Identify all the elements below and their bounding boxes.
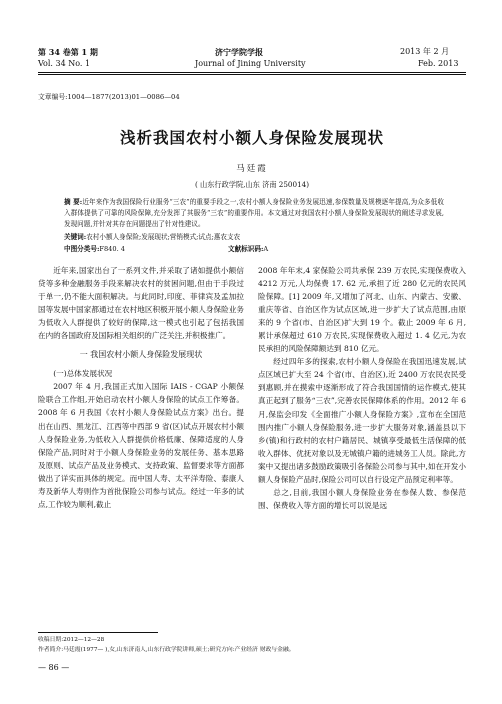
clc-label: 中图分类号: — [64, 245, 100, 253]
document-code — [228, 244, 268, 255]
keywords-text: 农村小额人身保险;发展现状;营销模式;试点;惠农支农 — [86, 233, 241, 241]
abstract-label: 摘 要: — [64, 198, 83, 206]
keywords-label: 关键词: — [64, 233, 87, 241]
abstract-text: 近年来作为我国保险行业服务“三农”的重要手段之一,农村小额人身保险业务发展迅速,参保数量及规模逐年提高,为众多低收入群体提供了可靠的风险保障,充分发挥了其服务“三农”的重要作用。本文通过对我国农村小额人身保险发展现状的阐述寻求发展,发现问题,并针对其存在问题提出了针对性建议。 — [64, 198, 445, 228]
header-rule-bottom — [38, 74, 466, 75]
subsection-heading: (一)总体发展状况 — [53, 369, 113, 379]
left-paragraph: 2007 年 4 月,我国正式加入国际 IAIS - CGAP 小额保险联合工作组,开始启动农村小额人身保险的试点工作筹备。2008 年 6 月我国《农村小额人身保险试点方案》出台。提出在山西、黑龙江、江西等中西部 9 省(区)试点开展农村小额人身保险业务,为低收入人群提供价格低廉、保障适度的人身保险产品,同时对于小额人身保险业务的发展任务、基本思路及原则、试点产品及业务模式、支持政策、监督要求等方面都做出了详实而具体的规定。而中国人寿、太平洋寿险、泰康人寿及新华人寿则作为首批保险公司参与试点。经过一年多的试点,工作较为顺利,截止 — [38, 382, 244, 509]
page-number: — 86 — — [38, 663, 70, 672]
author-bio: 作者简介:马廷霞(1977— ),女,山东济南人,山东行政学院讲师,硕士;研究方向:产业经济 财政与金融。 — [38, 647, 295, 653]
footnote-rule — [38, 632, 158, 633]
author-affiliation: ( 山东行政学院,山东 济南 250014) — [194, 180, 310, 189]
article-title: 浅析我国农村小额人身保险发展现状 — [119, 128, 384, 147]
header-rule-top — [38, 72, 466, 73]
journal-name-en: Journal of Jining University — [195, 59, 306, 68]
clc-number — [64, 244, 125, 255]
volume-issue-cn: 第 34 卷第 1 期 — [38, 47, 98, 57]
volume-issue-en: Vol. 34 No. 1 — [38, 59, 91, 68]
right-column — [258, 264, 466, 512]
right-paragraph-1: 2008 年年末,4 家保险公司共承保 239 万农民,实现保费收入 4212 万元,人均保费 17. 62 元,承担了近 280 亿元的农民风险保障。[1] 2009 年,又增加了河北、山东、内蒙古、安徽、重庆等省、自治区作为试点区域,进一步扩大了试点范围,由原来的 9 个省(市、自治区)扩大到 19 个。截止 2009 年 6 月,累计承保超过 610 万农民,实现保费收入超过 1. 4 亿元,为农民承担的风险保障额达到 810 亿元。 — [258, 266, 466, 354]
intro-paragraph: 近年来,国家出台了一系列文件,并采取了诸如提供小额信贷等多种金融服务手段来解决农村的贫困问题,但由于手段过于单一,仍不能大面积解决。与此同时,印度、菲律宾及孟加拉国等发展中国家都通过在农村地区积极开展小额人身保险业务为低收入人群提供了较好的保障,这一模式也引起了包括我国在内的各国政府及国际相关组织的广泛关注,并积极推广。 — [38, 266, 244, 341]
document-code-value: A — [263, 245, 269, 253]
received-date: 收稿日期:2012—12—28 — [38, 637, 105, 643]
journal-name-cn: 济宁学院学报 — [215, 47, 263, 57]
article-number: 文章编号:1004—1877(2013)01—0086—04 — [38, 93, 180, 101]
clc-value: F840. 4 — [99, 245, 125, 253]
publication-date-cn: 2013 年 2 月 — [400, 47, 450, 56]
right-paragraph-3: 总之,目前,我国小额人身保险业务在参保人数、参保范围、保费收入等方面的增长可以说是远 — [258, 487, 466, 510]
left-column — [38, 264, 244, 511]
author-name: 马廷霞 — [236, 164, 268, 174]
abstract — [64, 197, 444, 230]
right-paragraph-2: 经过四年多的探索,农村小额人身保险在我国迅速发展,试点区域已扩大至 24 个省(市、自治区),近 2400 万农民农民受到惠顾,并在摸索中逐渐形成了符合我国国情的运作模式,使其真正起到了服务“三农”,完善农民保障体系的作用。2012 年 6 月,保监会印发《全面推广小额人身保险方案》,宣布在全国范围内推广小额人身保险服务,进一步扩大服务对象,涵盖县以下乡(镇)和行政村的农村户籍居民、城镇享受最低生活保障的低收入群体、优抚对象以及无城镇户籍的进城务工人员。除此,方案中又提出诸多鼓励政策吸引各保险公司参与其中,如在开发小额人身保险产品时,保险公司可以自行设定产品预定利率等。 — [258, 357, 466, 484]
keywords — [64, 232, 444, 243]
publication-date-en: Feb. 2013 — [418, 59, 459, 68]
section-heading: 一 我国农村小额人身保险发展现状 — [79, 350, 203, 360]
document-code-label: 文献标识码: — [228, 245, 264, 253]
